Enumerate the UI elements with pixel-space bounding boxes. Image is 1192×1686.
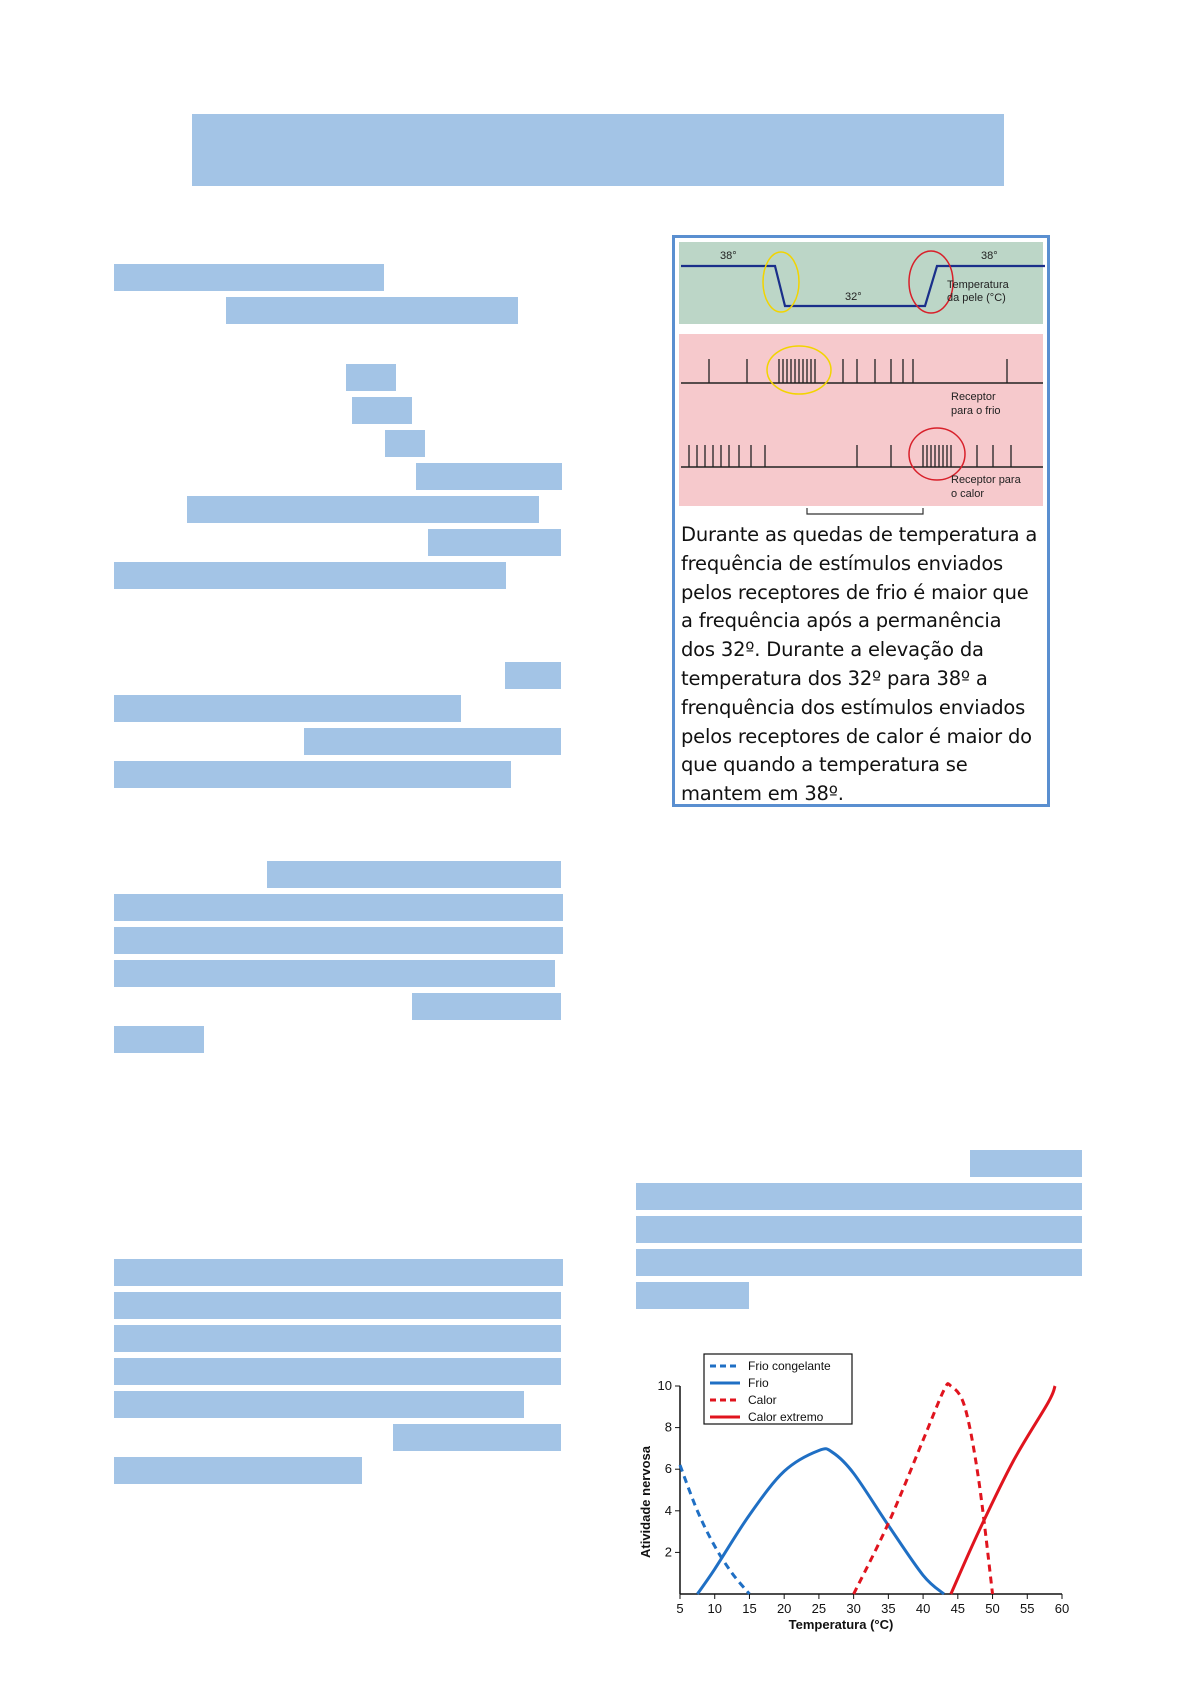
legend-label-calor: Calor (748, 1393, 777, 1407)
caption-line: frenquência dos estímulos enviados (681, 695, 1026, 719)
caption-line: dos 32º. Durante a elevação da (681, 638, 984, 662)
y-tick-label: 6 (664, 1461, 672, 1477)
redacted-text (114, 1358, 561, 1385)
figure-caption (681, 521, 1049, 809)
heat-receptor-label-2: o calor (951, 488, 985, 500)
caption-line: Durante as quedas de temperatura a (681, 523, 1038, 546)
x-tick-label: 30 (846, 1601, 861, 1616)
redacted-text (267, 861, 561, 888)
y-tick-label: 8 (664, 1419, 672, 1435)
caption-line: a frequência após a permanência (681, 609, 1002, 633)
caption-line: que quando a temperatura se (681, 753, 968, 777)
redacted-text (428, 529, 561, 556)
series-line-calor (854, 1384, 993, 1594)
skin-temp-label-2: da pele (°C) (947, 292, 1006, 304)
x-tick-label: 20 (776, 1601, 792, 1616)
redacted-text (114, 1259, 563, 1286)
redacted-text (114, 1292, 561, 1319)
x-tick-label: 25 (811, 1601, 827, 1616)
cold-receptor-spikes (709, 359, 1007, 383)
redacted-text (393, 1424, 561, 1451)
x-tick-label: 10 (707, 1601, 722, 1616)
redacted-text (970, 1150, 1082, 1177)
redacted-text (114, 264, 384, 291)
cold-receptor-label-2: para o frio (951, 405, 1001, 417)
redacted-text (114, 894, 563, 921)
temp-start-label: 38° (720, 250, 737, 262)
redacted-text (114, 1391, 524, 1418)
series-line-frio (697, 1449, 944, 1594)
y-tick-label: 2 (664, 1544, 672, 1560)
time-scale-bracket (807, 508, 923, 514)
x-tick-label: 45 (950, 1601, 966, 1616)
x-tick-label: 50 (985, 1601, 1000, 1616)
redacted-text (114, 960, 555, 987)
temperature-receptor-figure (672, 235, 1050, 807)
x-tick-label: 40 (915, 1601, 931, 1616)
redacted-text (636, 1183, 1082, 1210)
redacted-text (114, 761, 511, 788)
temp-end-label: 38° (981, 250, 998, 262)
redacted-text (636, 1216, 1082, 1243)
caption-line: mantem em 38º. (681, 782, 844, 806)
redacted-text (114, 1325, 561, 1352)
redacted-text (226, 297, 518, 324)
x-tick-label: 55 (1020, 1601, 1035, 1616)
redacted-text (304, 728, 561, 755)
redacted-text (636, 1249, 1082, 1276)
redacted-text (114, 562, 506, 589)
legend-label-calor-extremo: Calor extremo (748, 1410, 824, 1424)
redacted-text (416, 463, 562, 490)
caption-line: temperatura dos 32º para 38º a (681, 666, 988, 690)
nerve-activity-chart (632, 1350, 1072, 1650)
caption-line: pelos receptores de frio é maior que (681, 580, 1029, 604)
x-tick-label: 35 (881, 1601, 896, 1616)
redacted-text (346, 364, 396, 391)
redacted-text (114, 1026, 204, 1053)
legend-label-frio: Frio (748, 1376, 769, 1390)
cold-drop-highlight (763, 252, 799, 312)
receptor-figure-drawing (675, 238, 1047, 518)
y-axis-title: Atividade nervosa (638, 1446, 653, 1558)
redacted-text (352, 397, 412, 424)
legend-label-frio-congelante: Frio congelante (748, 1359, 831, 1373)
title-redaction (192, 114, 1004, 186)
redacted-text (114, 927, 563, 954)
redacted-text (187, 496, 539, 523)
redacted-text (505, 662, 561, 689)
x-tick-label: 5 (676, 1601, 684, 1616)
caption-line: frequência de estímulos enviados (681, 551, 1004, 575)
redacted-text (114, 695, 461, 722)
redacted-text (412, 993, 561, 1020)
temp-low-label: 32° (845, 291, 862, 303)
redacted-text (385, 430, 425, 457)
x-tick-label: 60 (1054, 1601, 1070, 1616)
x-axis-title: Temperatura (°C) (788, 1617, 894, 1632)
caption-line: pelos receptores de calor é maior do (681, 724, 1032, 748)
y-tick-label: 4 (664, 1502, 672, 1518)
x-tick-label: 15 (742, 1601, 757, 1616)
cold-receptor-label-1: Receptor (951, 391, 996, 403)
redacted-text (114, 1457, 362, 1484)
skin-temp-label-1: Temperatura (947, 279, 1009, 291)
heat-receptor-label-1: Receptor para (951, 474, 1021, 486)
heat-burst-highlight (909, 428, 965, 480)
redacted-text (636, 1282, 749, 1309)
y-tick-label: 10 (657, 1378, 672, 1393)
